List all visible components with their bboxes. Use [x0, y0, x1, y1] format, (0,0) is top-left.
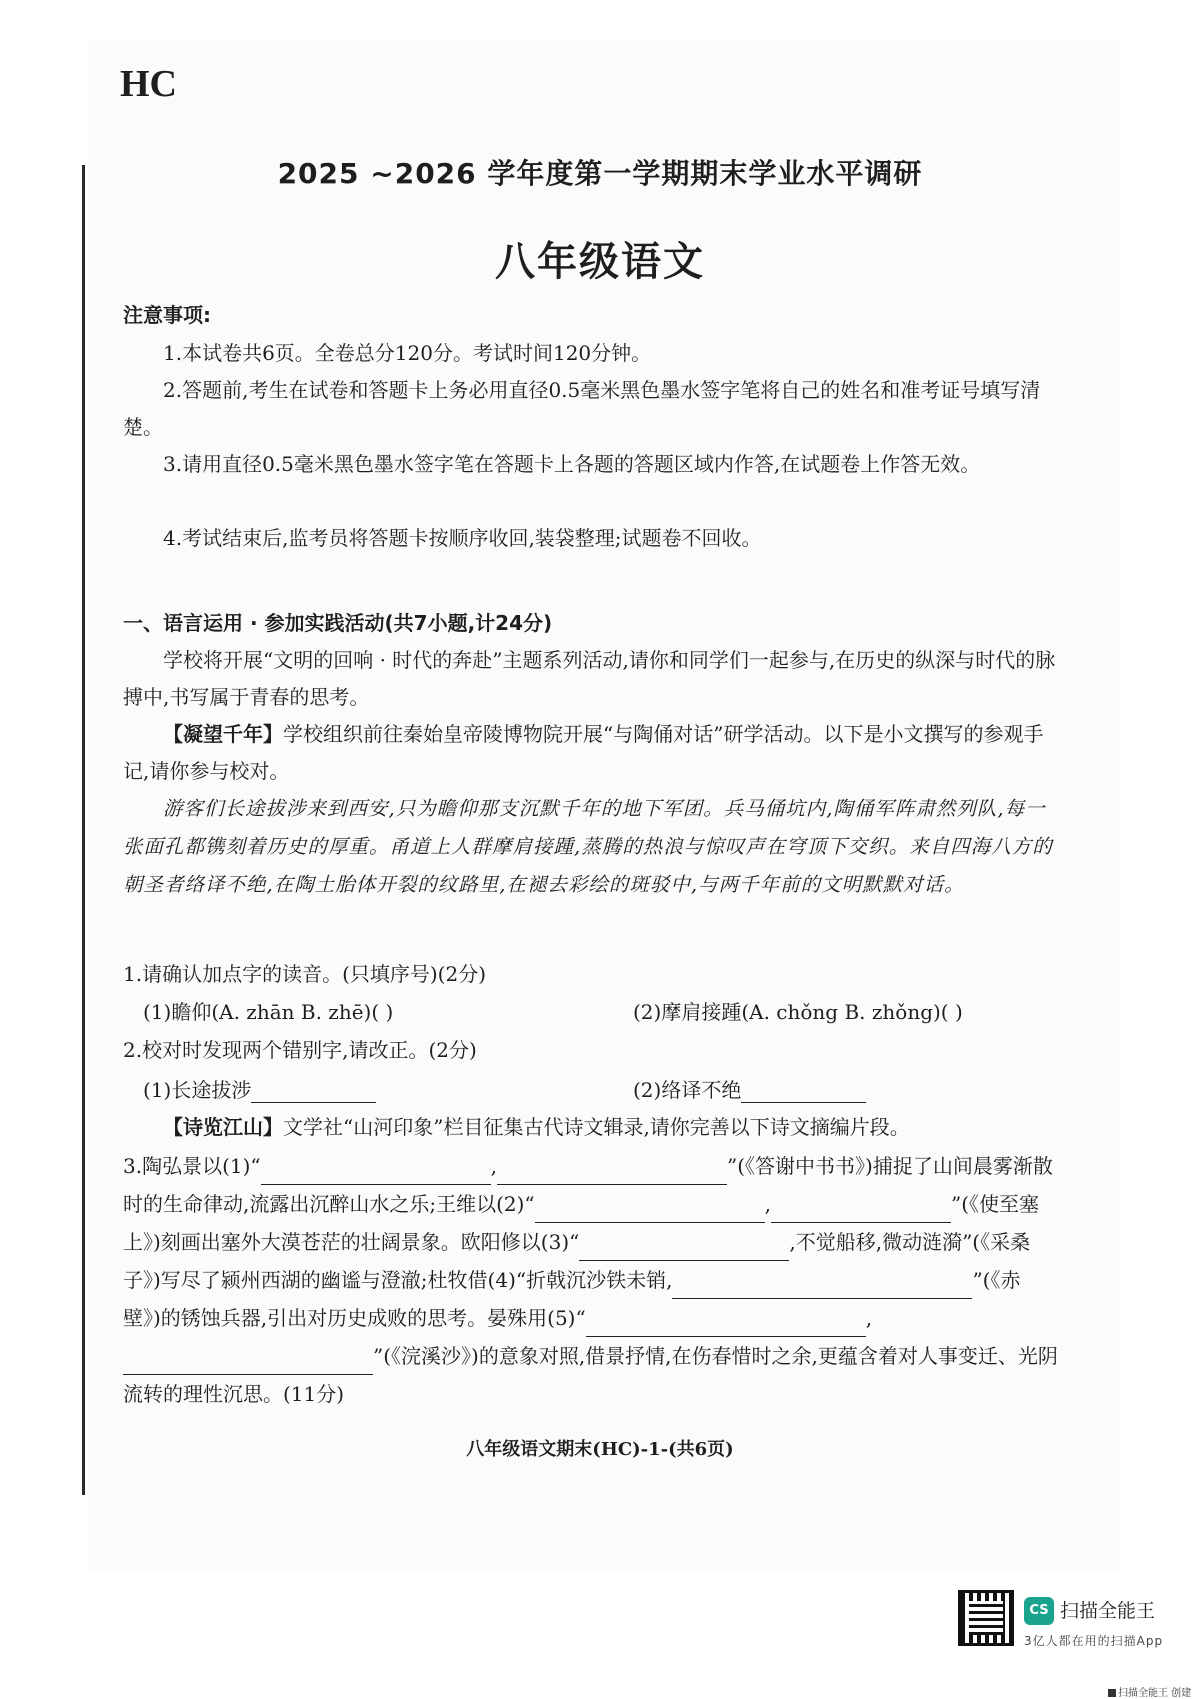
section-intro: 学校将开展“文明的回响 · 时代的奔赴”主题系列活动,请你和同学们一起参与,在历史的纵深与时代的脉搏中,书写属于青春的思考。 — [123, 648, 1056, 709]
answer-blank-5b[interactable] — [123, 1352, 373, 1375]
question-2-item-1-text: (1)长途拔涉 — [143, 1078, 252, 1102]
scanner-logo-icon: CS — [1024, 1597, 1054, 1625]
activity-2 — [123, 1109, 1058, 1146]
answer-blank-5a[interactable] — [586, 1314, 866, 1337]
question-1-option-2: (2)摩肩接踵(A. chǒng B. zhǒng)( ) — [633, 1000, 963, 1024]
q3-text-7: ”(《赤壁》)的锈蚀兵器,引出对历史成败的思考。晏殊用(5)“ — [123, 1268, 1021, 1330]
answer-blank-4[interactable] — [672, 1276, 972, 1299]
answer-blank-1b[interactable] — [497, 1162, 727, 1185]
paper-code: HC — [120, 63, 177, 105]
question-2-item-2-text: (2)络译不绝 — [633, 1078, 742, 1102]
q3-text-6: ,不觉船移,微动涟漪”(《采桑子》)写尽了颍州西湖的幽谧与澄澈;杜牧借(4)“折戟沉沙铁未销, — [123, 1230, 1031, 1292]
answer-blank-2a[interactable] — [535, 1200, 765, 1223]
q3-text-5: ”(《使至塞上》)刻画出塞外大漠苍茫的壮阔景象。欧阳修以(3)“ — [123, 1192, 1040, 1254]
notice-item-3: 3.请用直径0.5毫米黑色墨水签字笔在答题卡上各题的答题区域内作答,在试题卷上作答无效。 — [163, 452, 981, 476]
scanner-watermark — [1108, 1684, 1191, 1699]
q3-text-9: ”(《浣溪沙》)的意象对照,借景抒情,在伤春惜时之余,更蕴含着对人事变迁、光阴流转的理性沉思。(11分) — [123, 1344, 1058, 1406]
answer-blank[interactable] — [251, 1080, 376, 1103]
q3-text-3: ”(《答谢中书书》)捕捉了山间晨雾渐散时的生命律动,流露出沉醉山水之乐;王维以(2)“ — [123, 1154, 1053, 1216]
question-2-item-2 — [633, 1074, 866, 1103]
question-3 — [123, 1147, 1058, 1413]
activity-1-text: 学校组织前往秦始皇帝陵博物院开展“与陶俑对话”研学活动。以下是小文撰写的参观手记,请你参与校对。 — [123, 722, 1044, 783]
question-1-option-1: (1)瞻仰(A. zhān B. zhē)( ) — [143, 1000, 394, 1024]
activity-1-tag: 【凝望千年】 — [163, 722, 283, 746]
notice-heading: 注意事项: — [123, 303, 211, 327]
answer-blank-1a[interactable] — [261, 1162, 491, 1185]
watermark-text: 扫描全能王 创建 — [1118, 1688, 1192, 1699]
exam-title: 2025 ~2026 学年度第一学期期末学业水平调研 — [277, 157, 923, 190]
question-1-stem: 1.请确认加点字的读音。(只填序号)(2分) — [123, 962, 487, 986]
answer-blank[interactable] — [741, 1080, 866, 1103]
answer-blank-3[interactable] — [579, 1238, 789, 1261]
scanner-tagline: 3亿人都在用的扫描App — [1024, 1634, 1164, 1648]
q3-text-4: , — [764, 1192, 772, 1216]
page-footer: 八年级语文期末(HC)-1-(共6页) — [466, 1439, 734, 1460]
q3-text-2: , — [490, 1154, 497, 1178]
qr-code-icon — [958, 1590, 1014, 1646]
travel-notes-passage: 游客们长途拔涉来到西安,只为瞻仰那支沉默千年的地下军团。兵马俑坑内,陶俑军阵肃然列队,每一张面孔都镌刻着历史的厚重。甬道上人群摩肩接踵,蒸腾的热浪与惊叹声在穹顶下交织。来自四海八方的朝圣者络译不绝,在陶土胎体开裂的纹路里,在褪去彩绘的斑驳中,与两千年前的文明默默对话。 — [123, 797, 1053, 896]
subject-title: 八年级语文 — [495, 238, 705, 285]
notice-item-4: 4.考试结束后,监考员将答题卡按顺序收回,装袋整理;试题卷不回收。 — [163, 526, 762, 550]
scanner-app-name: 扫描全能王 — [1060, 1600, 1156, 1622]
question-2-item-1 — [143, 1074, 376, 1103]
activity-1 — [123, 716, 1058, 790]
binding-line — [82, 165, 85, 1495]
q3-text-8: , — [865, 1306, 873, 1330]
notice-item-1: 1.本试卷共6页。全卷总分120分。考试时间120分钟。 — [163, 341, 652, 365]
q3-text-1: 3.陶弘景以(1)“ — [123, 1154, 261, 1178]
answer-blank-2b[interactable] — [771, 1200, 951, 1223]
section-heading: 一、语言运用 · 参加实践活动(共7小题,计24分) — [123, 611, 553, 635]
question-2-stem: 2.校对时发现两个错别字,请改正。(2分) — [123, 1038, 477, 1062]
activity-2-tag: 【诗览江山】 — [163, 1115, 283, 1139]
notice-item-2: 2.答题前,考生在试卷和答题卡上务必用直径0.5毫米黑色墨水签字笔将自己的姓名和准考证号填写清楚。 — [123, 378, 1041, 439]
activity-2-text: 文学社“山河印象”栏目征集古代诗文辑录,请你完善以下诗文摘编片段。 — [283, 1115, 910, 1139]
